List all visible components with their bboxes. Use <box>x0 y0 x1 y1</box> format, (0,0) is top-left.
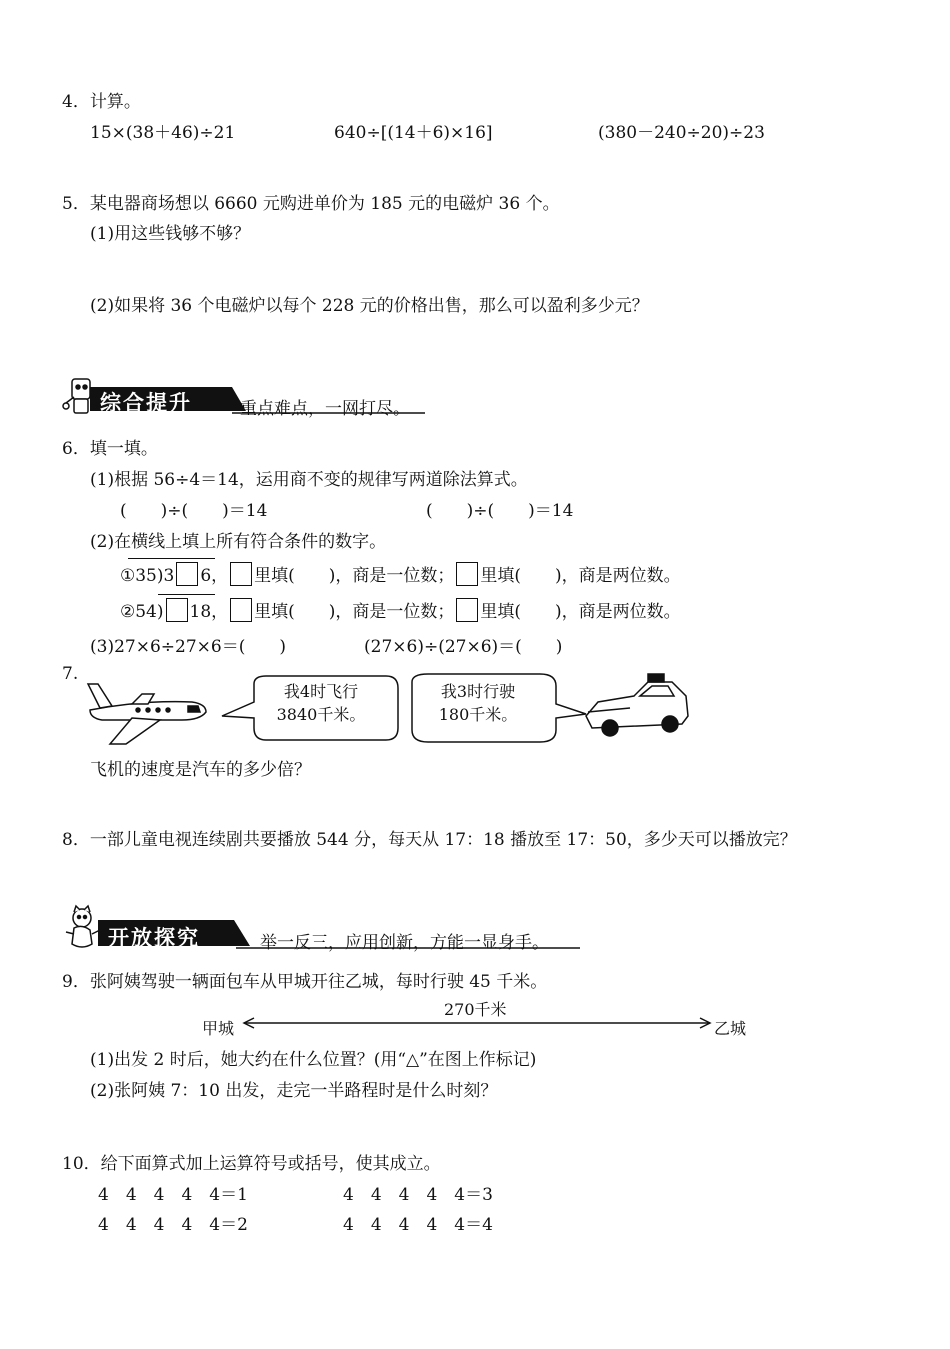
long-division-1 <box>120 562 211 586</box>
q6-blank-left: ( )÷( )＝14 <box>120 501 268 521</box>
fill-text-one-digit: 里填( )，商是一位数； <box>254 602 455 622</box>
q6-sub3-right: (27×6)÷(27×6)＝( ) <box>364 637 563 657</box>
bubble2-line2: 180千米。 <box>438 705 518 724</box>
q7-number: 7. <box>62 664 79 684</box>
q10-eq4: 4 4 4 4 4＝4 <box>343 1215 493 1235</box>
bubble2-line1: 我3时行驶 <box>440 682 516 701</box>
separator: ， <box>211 566 229 586</box>
divisor-label: ①35)3 <box>120 566 175 586</box>
car-icon <box>586 674 688 736</box>
q5-sub1: (1)用这些钱够不够？ <box>90 224 251 244</box>
q9-title: 9．张阿姨驾驶一辆面包车从甲城开往乙城，每时行驶 45 千米。 <box>62 972 548 992</box>
q9-city-b: 乙城 <box>714 1019 747 1038</box>
q7-question: 飞机的速度是汽车的多少倍？ <box>90 760 311 780</box>
q5-sub2: (2)如果将 36 个电磁炉以每个 228 元的价格出售，那么可以盈利多少元？ <box>90 296 649 316</box>
banner-subtitle: 举一反三，应用创新，方能一显身手。 <box>260 933 549 953</box>
q8-text: 8．一部儿童电视连续剧共要播放 544 分，每天从 17：18 播放至 17：50，多少天可以播放完？ <box>62 830 797 850</box>
q6-sub3-left: (3)27×6÷27×6＝( ) <box>90 637 286 657</box>
q6-sub2: (2)在横线上填上所有符合条件的数字。 <box>90 532 387 552</box>
fill-text-two-digit: 里填( )，商是两位数。 <box>480 566 681 586</box>
q4-expr-2: 640÷[(14＋6)×16] <box>334 123 493 143</box>
banner-title: 综合提升 <box>100 391 192 415</box>
q10-eq1: 4 4 4 4 4＝1 <box>98 1185 248 1205</box>
bubble1-line1: 我4时飞行 <box>283 682 359 701</box>
q6-sub1: (1)根据 56÷4＝14，运用商不变的规律写两道除法算式。 <box>90 470 528 490</box>
q4-expr-3: (380－240÷20)÷23 <box>598 123 765 143</box>
q6-title: 6．填一填。 <box>62 439 158 459</box>
q6-blank-right: ( )÷( )＝14 <box>426 501 574 521</box>
digit-box-ref <box>456 598 478 622</box>
q9-distance-line <box>240 1015 714 1031</box>
q5-title: 5．某电器商场想以 6660 元购进单价为 185 元的电磁炉 36 个。 <box>62 194 560 214</box>
fill-text-one-digit: 里填( )，商是一位数； <box>254 566 455 586</box>
banner-title: 开放探究 <box>108 926 200 950</box>
digit-box <box>176 562 198 586</box>
section-banner-comprehensive <box>60 373 440 421</box>
q4-expr-1: 15×(38＋46)÷21 <box>90 123 236 143</box>
q9-city-a: 甲城 <box>202 1019 235 1038</box>
q9-sub2: (2)张阿姨 7：10 出发，走完一半路程时是什么时刻？ <box>90 1081 498 1101</box>
q7-illustration <box>82 672 702 752</box>
section-banner-open-exploration <box>60 904 600 954</box>
q10-eq3: 4 4 4 4 4＝3 <box>343 1185 493 1205</box>
cat-mascot-icon <box>66 906 100 947</box>
q10-title: 10．给下面算式加上运算符号或括号，使其成立。 <box>62 1154 441 1174</box>
fill-text-two-digit: 里填( )，商是两位数。 <box>480 602 681 622</box>
bubble1-line2: 3840千米。 <box>276 705 366 724</box>
q4-title: 4．计算。 <box>62 92 141 112</box>
q6-row-2 <box>120 597 681 622</box>
dividend-digit: 18 <box>189 602 212 622</box>
q10-eq2: 4 4 4 4 4＝2 <box>98 1215 248 1235</box>
separator: ， <box>211 602 229 622</box>
airplane-icon <box>88 684 206 744</box>
banner-subtitle: 重点难点，一网打尽。 <box>240 399 410 419</box>
q9-sub1: (1)出发 2 时后，她大约在什么位置？(用“△”在图上作标记) <box>90 1050 537 1070</box>
digit-box-ref <box>230 598 252 622</box>
q6-row-1 <box>120 561 681 586</box>
dividend-digit: 6 <box>200 566 212 586</box>
long-division-2 <box>120 598 211 622</box>
digit-box-ref <box>456 562 478 586</box>
digit-box-ref <box>230 562 252 586</box>
divisor-label: ②54) <box>120 602 164 622</box>
q9-distance-label: 270千米 <box>444 1000 507 1019</box>
digit-box <box>166 598 188 622</box>
